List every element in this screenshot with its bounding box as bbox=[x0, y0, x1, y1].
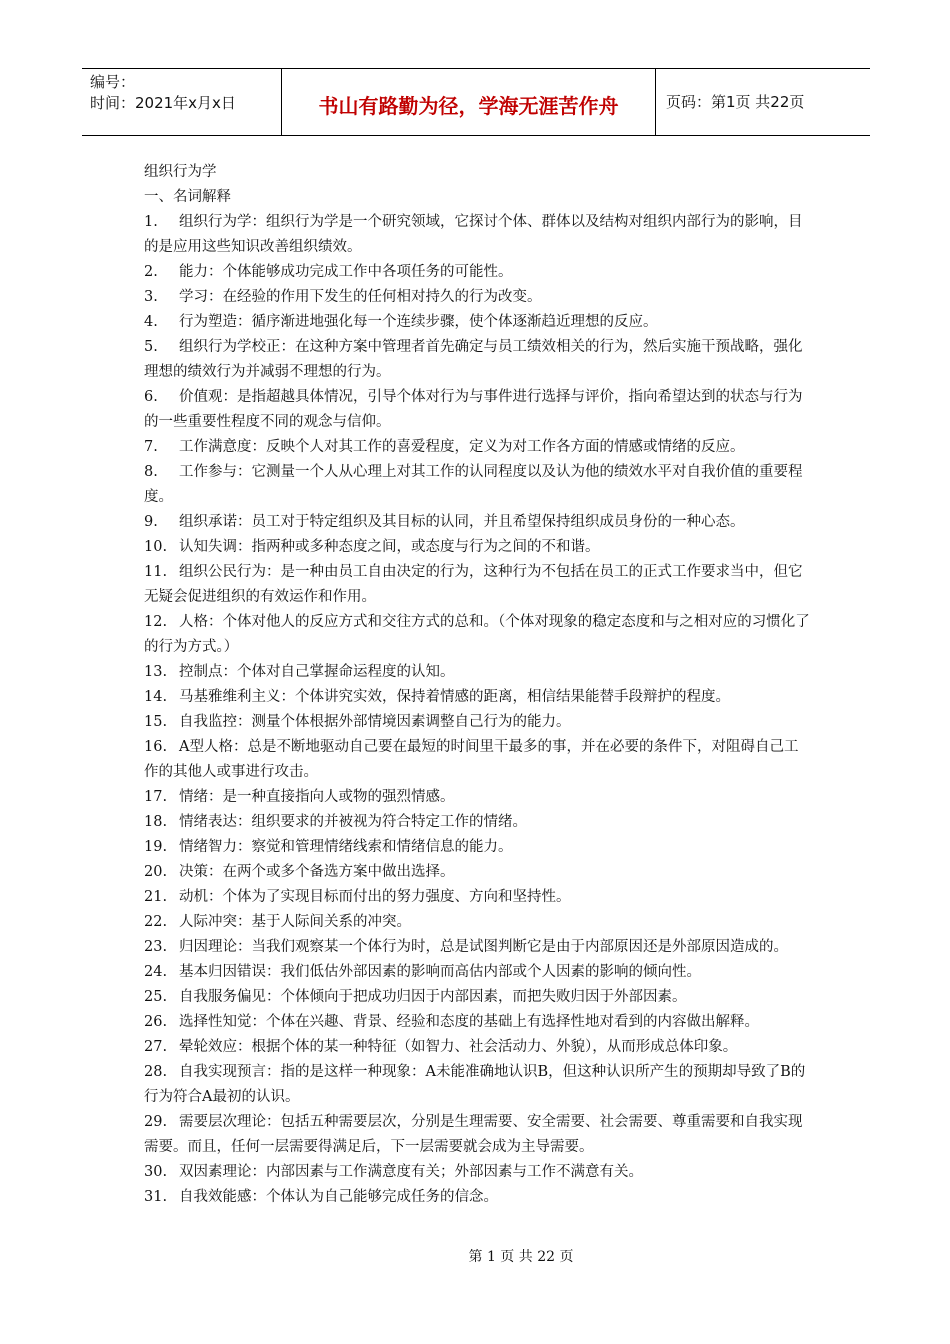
definition-item bbox=[144, 1010, 812, 1035]
definition-item bbox=[144, 435, 812, 460]
item-number: 8. bbox=[144, 464, 158, 480]
definition-item bbox=[144, 885, 812, 910]
item-number: 25. bbox=[144, 989, 168, 1005]
definition-item bbox=[144, 510, 812, 535]
definition-item bbox=[144, 960, 812, 985]
definition-item bbox=[144, 610, 812, 660]
item-text: 工作满意度：反映个人对其工作的喜爱程度，定义为对工作各方面的情感或情绪的反应。 bbox=[179, 439, 745, 455]
definition-item bbox=[144, 260, 812, 285]
item-number: 27. bbox=[144, 1039, 168, 1055]
item-text: 情绪：是一种直接指向人或物的强烈情感。 bbox=[179, 789, 455, 805]
item-number: 15. bbox=[144, 714, 168, 730]
definition-item bbox=[144, 560, 812, 610]
item-text: 人际冲突：基于人际间关系的冲突。 bbox=[179, 914, 411, 930]
item-text: 组织行为学校正：在这种方案中管理者首先确定与员工绩效相关的行为，然后实施干预战略，强化理想的绩效行为并减弱不理想的行为。 bbox=[144, 339, 803, 380]
item-text: 需要层次理论：包括五种需要层次，分别是生理需要、安全需要、社会需要、尊重需要和自我实现需要。而且，任何一层需要得满足后，下一层需要就会成为主导需要。 bbox=[144, 1114, 803, 1155]
item-number: 6. bbox=[144, 389, 158, 405]
item-number: 17. bbox=[144, 789, 168, 805]
item-text: 控制点：个体对自己掌握命运程度的认知。 bbox=[179, 664, 455, 680]
definition-item bbox=[144, 660, 812, 685]
definition-item bbox=[144, 460, 812, 510]
item-text: 自我监控：测量个体根据外部情境因素调整自己行为的能力。 bbox=[179, 714, 571, 730]
item-number: 24. bbox=[144, 964, 168, 980]
item-text: 组织承诺：员工对于特定组织及其目标的认同，并且希望保持组织成员身份的一种心态。 bbox=[179, 514, 745, 530]
item-text: 能力：个体能够成功完成工作中各项任务的可能性。 bbox=[179, 264, 513, 280]
item-text: 双因素理论：内部因素与工作满意度有关；外部因素与工作不满意有关。 bbox=[179, 1164, 643, 1180]
definition-item bbox=[144, 335, 812, 385]
item-number: 26. bbox=[144, 1014, 168, 1030]
item-number: 21. bbox=[144, 889, 168, 905]
item-text: A型人格：总是不断地驱动自己要在最短的时间里干最多的事，并在必要的条件下，对阻碍自己工作的其他人或事进行攻击。 bbox=[144, 739, 799, 780]
item-number: 19. bbox=[144, 839, 168, 855]
item-number: 13. bbox=[144, 664, 168, 680]
item-text: 决策：在两个或多个备选方案中做出选择。 bbox=[179, 864, 455, 880]
item-text: 情绪智力：察觉和管理情绪线索和情绪信息的能力。 bbox=[179, 839, 513, 855]
item-text: 选择性知觉：个体在兴趣、背景、经验和态度的基础上有选择性地对看到的内容做出解释。 bbox=[179, 1014, 759, 1030]
definition-item bbox=[144, 860, 812, 885]
header-motto: 书山有路勤为径，学海无涯苦作舟 bbox=[282, 69, 656, 135]
item-number: 3. bbox=[144, 289, 158, 305]
definition-item bbox=[144, 835, 812, 860]
item-number: 10. bbox=[144, 539, 168, 555]
item-number: 29. bbox=[144, 1114, 168, 1130]
item-text: 情绪表达：组织要求的并被视为符合特定工作的情绪。 bbox=[179, 814, 527, 830]
item-number: 11. bbox=[144, 564, 168, 580]
item-text: 自我服务偏见：个体倾向于把成功归因于内部因素，而把失败归因于外部因素。 bbox=[179, 989, 687, 1005]
definition-item bbox=[144, 810, 812, 835]
definition-item bbox=[144, 985, 812, 1010]
item-number: 12. bbox=[144, 614, 168, 630]
definition-item bbox=[144, 310, 812, 335]
item-number: 14. bbox=[144, 689, 168, 705]
item-number: 22. bbox=[144, 914, 168, 930]
item-text: 归因理论：当我们观察某一个体行为时，总是试图判断它是由于内部原因还是外部原因造成的。 bbox=[179, 939, 788, 955]
definition-item bbox=[144, 735, 812, 785]
definition-item bbox=[144, 785, 812, 810]
item-text: 组织公民行为：是一种由员工自由决定的行为，这种行为不包括在员工的正式工作要求当中，但它无疑会促进组织的有效运作和作用。 bbox=[144, 564, 803, 605]
item-text: 组织行为学：组织行为学是一个研究领域，它探讨个体、群体以及结构对组织内部行为的影响，目的是应用这些知识改善组织绩效。 bbox=[144, 214, 803, 255]
document-title: 组织行为学 bbox=[144, 164, 217, 180]
item-number: 4. bbox=[144, 314, 158, 330]
document-body bbox=[144, 160, 812, 1210]
date-label: 时间：2021年x月x日 bbox=[90, 94, 236, 112]
item-text: 价值观：是指超越具体情况，引导个体对行为与事件进行选择与评价，指向希望达到的状态与行为的一些重要性程度不同的观念与信仰。 bbox=[144, 389, 803, 430]
item-number: 5. bbox=[144, 339, 158, 355]
header-page-label: 页码：第1页 共22页 bbox=[666, 92, 805, 111]
item-number: 18. bbox=[144, 814, 168, 830]
definition-item bbox=[144, 1110, 812, 1160]
page-footer: 第 1 页 共 22 页 bbox=[468, 1249, 574, 1265]
definition-item bbox=[144, 535, 812, 560]
definition-item bbox=[144, 1160, 812, 1185]
item-number: 20. bbox=[144, 864, 168, 880]
definition-item bbox=[144, 935, 812, 960]
item-number: 23. bbox=[144, 939, 168, 955]
item-text: 动机：个体为了实现目标而付出的努力强度、方向和坚持性。 bbox=[179, 889, 571, 905]
item-number: 2. bbox=[144, 264, 158, 280]
definition-item bbox=[144, 685, 812, 710]
section-heading: 一、名词解释 bbox=[144, 189, 231, 205]
definition-list bbox=[144, 210, 812, 1210]
item-text: 晕轮效应：根据个体的某一种特征（如智力、社会活动力、外貌），从而形成总体印象。 bbox=[179, 1039, 738, 1055]
definition-item bbox=[144, 285, 812, 310]
item-number: 16. bbox=[144, 739, 168, 755]
number-label: 编号： bbox=[90, 73, 136, 91]
header-meta bbox=[82, 69, 282, 135]
item-text: 人格：个体对他人的反应方式和交往方式的总和。（个体对现象的稳定态度和与之相对应的习惯化了的行为方式。） bbox=[144, 614, 810, 655]
item-number: 7. bbox=[144, 439, 158, 455]
definition-item bbox=[144, 210, 812, 260]
definition-item bbox=[144, 910, 812, 935]
item-text: 基本归因错误：我们低估外部因素的影响而高估内部或个人因素的影响的倾向性。 bbox=[179, 964, 701, 980]
item-number: 9. bbox=[144, 514, 158, 530]
item-number: 28. bbox=[144, 1064, 168, 1080]
definition-item bbox=[144, 1035, 812, 1060]
item-text: 自我实现预言：指的是这样一种现象：A未能准确地认识B，但这种认识所产生的预期却导致了B的行为符合A最初的认识。 bbox=[144, 1064, 806, 1105]
item-number: 1. bbox=[144, 214, 158, 230]
item-number: 31. bbox=[144, 1189, 168, 1205]
item-number: 30. bbox=[144, 1164, 168, 1180]
definition-item bbox=[144, 385, 812, 435]
document-header bbox=[82, 68, 870, 136]
definition-item bbox=[144, 710, 812, 735]
item-text: 工作参与：它测量一个人从心理上对其工作的认同程度以及认为他的绩效水平对自我价值的重要程度。 bbox=[144, 464, 803, 505]
definition-item bbox=[144, 1060, 812, 1110]
definition-item bbox=[144, 1185, 812, 1210]
item-text: 学习：在经验的作用下发生的任何相对持久的行为改变。 bbox=[179, 289, 542, 305]
item-text: 行为塑造：循序渐进地强化每一个连续步骤，使个体逐渐趋近理想的反应。 bbox=[179, 314, 658, 330]
item-text: 认知失调：指两种或多种态度之间，或态度与行为之间的不和谐。 bbox=[179, 539, 600, 555]
item-text: 自我效能感：个体认为自己能够完成任务的信念。 bbox=[179, 1189, 498, 1205]
item-text: 马基雅维利主义：个体讲究实效，保持着情感的距离，相信结果能替手段辩护的程度。 bbox=[179, 689, 730, 705]
